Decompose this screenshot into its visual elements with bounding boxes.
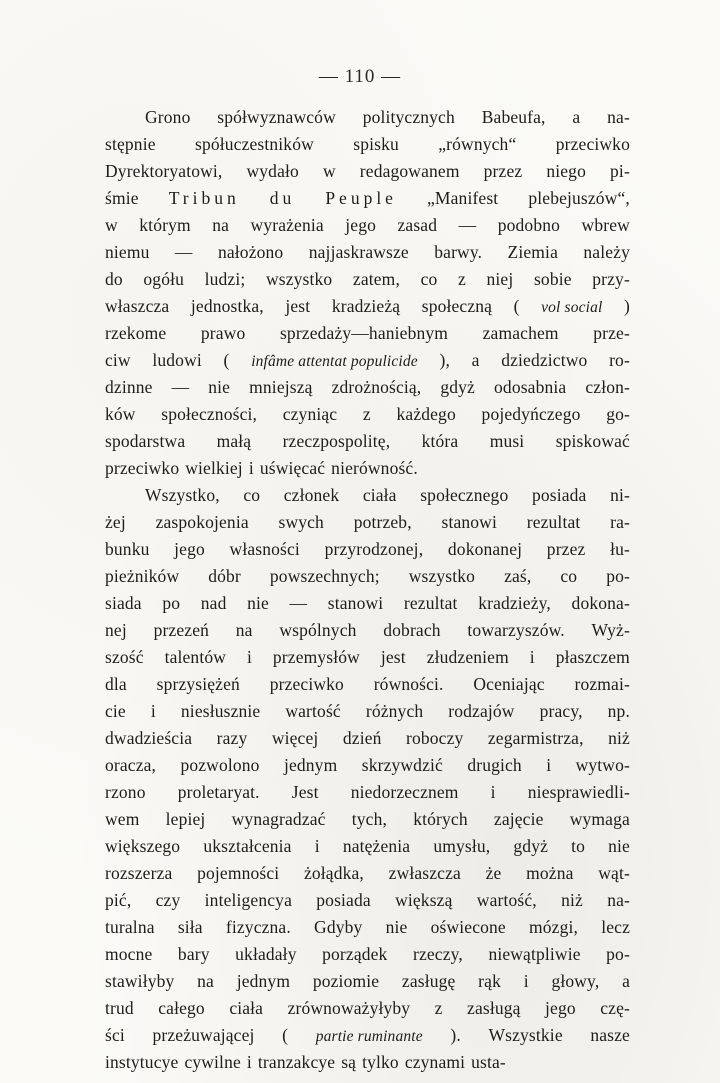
text-line: śmie Tribun du Peuple „Manifest plebejuszów“, (105, 188, 630, 208)
text-line: turalna siła fizyczna. Gdyby nie oświecone mózgi, lecz (105, 917, 630, 937)
text-line: Grono spółwyznawców politycznych Babeufa, a na- (145, 107, 630, 127)
text-line: nej przezeń na wspólnych dobrach towarzyszów. Wyż- (105, 620, 630, 640)
text-line: dwadzieścia razy więcej dzień roboczy zegarmistrza, niż (105, 728, 630, 748)
text-line: w którym na wyrażenia jego zasad — podobno wbrew (105, 215, 630, 235)
text-line: ści przeżuwającej ( partie ruminante ). Wszystkie nasze (105, 1025, 630, 1045)
text-line: pić, czy inteligencya posiada większą wartość, niż na- (105, 890, 630, 910)
text-line: pieżników dóbr powszechnych; wszystko zaś, co po- (105, 566, 630, 586)
text-line: wem lepiej wynagradzać tych, których zajęcie wymaga (105, 809, 630, 829)
text-line: rzekome prawo sprzedaży—haniebnym zamachem prze- (105, 323, 630, 343)
text-line: spodarstwa małą rzeczpospolitę, która musi spiskować (105, 431, 630, 451)
text-line: bunku jego własności przyrodzonej, dokonanej przez łu- (105, 539, 630, 559)
text-line: niemu — nałożono najjaskrawsze barwy. Ziemia należy (105, 242, 630, 262)
text-line: trud całego ciała zrównoważyłyby z zasługą jego czę- (105, 998, 630, 1018)
text-line: stępnie spółuczestników spisku „równych“ przeciwko (105, 134, 630, 154)
text-line: rzono proletaryat. Jest niedorzecznem i niesprawiedli- (105, 782, 630, 802)
text-line: do ogółu ludzi; wszystko zatem, co z niej sobie przy- (105, 269, 630, 289)
text-line: siada po nad nie — stanowi rezultat kradzieży, dokona- (105, 593, 630, 613)
text-line: instytucye cywilne i tranzakcye są tylko czynami usta- (105, 1052, 506, 1072)
text-line: ków społeczności, czyniąc z każdego pojedyńczego go- (105, 404, 630, 424)
text-line: przeciwko wielkiej i uświęcać nierówność. (105, 458, 418, 478)
text-line: cie i niesłusznie wartość różnych rodzajów pracy, np. (105, 701, 630, 721)
text-line: dla sprzysiężeń przeciwko równości. Oceniając rozmai- (105, 674, 630, 694)
paragraph (105, 104, 630, 482)
text-line: rozszerza pojemności żołądka, zwłaszcza że można wąt- (105, 863, 630, 883)
text-line: żej zaspokojenia swych potrzeb, stanowi rezultat ra- (105, 512, 630, 532)
text-line: ciw ludowi ( infâme attentat populicide ), a dziedzictwo ro- (105, 350, 630, 370)
text-line: Wszystko, co członek ciała społecznego posiada ni- (145, 485, 630, 505)
paragraph (105, 482, 630, 1076)
text-line: stawiłyby na jednym poziomie zasługę rąk i głowy, a (105, 971, 630, 991)
page-number: — 110 — (318, 66, 402, 87)
text-line: większego ukształcenia i natężenia umysłu, gdyż to nie (105, 836, 630, 856)
text-line: Dyrektoryatowi, wydało w redagowanem przez niego pi- (105, 161, 630, 181)
text-line: szość talentów i przemysłów jest złudzeniem i płaszczem (105, 647, 630, 667)
text-line: dzinne — nie mniejszą zdrożnością, gdyż odosabnia człon- (105, 377, 630, 397)
text-line: oracza, pozwolono jednym skrzywdzić drugich i wytwo- (105, 755, 630, 775)
text-line: mocne bary układały porządek rzeczy, niewątpliwie po- (105, 944, 630, 964)
text-body (105, 104, 630, 1076)
text-line: właszcza jednostka, jest kradzieżą społeczną ( vol social ) (105, 296, 630, 316)
